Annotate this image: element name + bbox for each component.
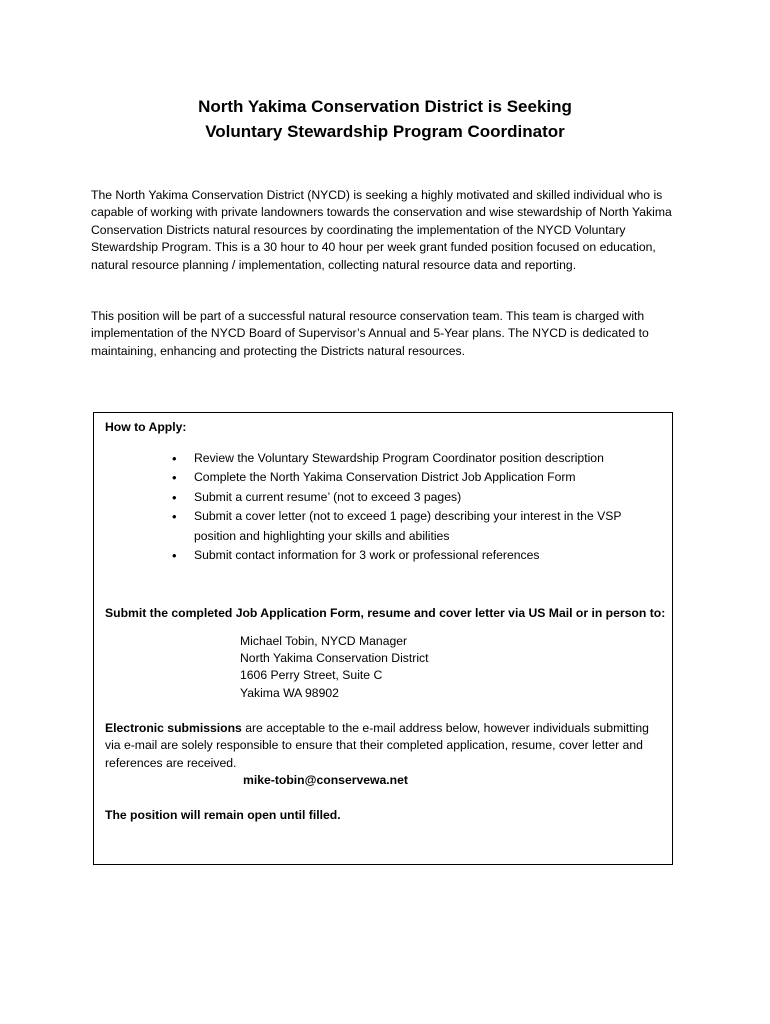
how-to-apply-heading: How to Apply: [105,420,187,434]
electronic-submissions-paragraph [105,720,665,772]
how-to-apply-box [93,412,673,865]
electronic-submissions-text: are acceptable to the e-mail address below, however individuals submitting via e-mail are solely responsible to ensure that their completed application, resume, cover letter and references are received. [105,721,649,770]
page-title [0,94,770,144]
address-organization: North Yakima Conservation District [240,651,429,666]
list-item [94,546,672,565]
list-item [94,468,672,487]
list-item-text: Review the Voluntary Stewardship Program Coordinator position description [194,451,604,465]
electronic-submissions-lead: Electronic submissions [105,721,242,735]
list-item [94,488,672,507]
bullet-icon: • [172,470,177,486]
bullet-icon: • [172,489,177,505]
contact-email-link[interactable]: mike-tobin@conservewa.net [243,773,408,787]
submit-instructions-heading: Submit the completed Job Application Form, resume and cover letter via US Mail or in person to: [105,606,666,620]
list-item-text: Submit contact information for 3 work or professional references [194,548,540,563]
list-item-text: Complete the North Yakima Conservation District Job Application Form [194,470,576,485]
application-steps-list [94,449,672,565]
title-line-1: North Yakima Conservation District is Seeking [198,97,572,116]
bullet-icon: • [172,509,177,525]
address-name: Michael Tobin, NYCD Manager [240,634,408,648]
bullet-icon: • [172,451,177,466]
bullet-icon: • [172,548,177,564]
address-city: Yakima WA 98902 [240,685,339,700]
list-item [94,507,672,546]
list-item-text: Submit a cover letter (not to exceed 1 page) describing your interest in the VSP position and highlighting your skills and abilities [194,509,622,543]
closing-statement: The position will remain open until filled. [105,808,341,822]
address-street: 1606 Perry Street, Suite C [240,668,383,683]
team-paragraph: This position will be part of a successful natural resource conservation team. This team is charged with implementation of the NYCD Board of Supervisor’s Annual and 5-Year plans. The NYCD is dedicated to maintaining, enhancing and protecting the Districts natural resources. [91,309,649,358]
intro-paragraph: The North Yakima Conservation District (NYCD) is seeking a highly motivated and skilled individual who is capable of working with private landowners towards the conservation and wise stewardship of North Yakima Conservation Districts natural resources by coordinating the implementation of the NYCD Voluntary Stewardship Program. This is a 30 hour to 40 hour per week grant funded position focused on education, natural resource planning / implementation, collecting natural resource data and reporting. [91,188,672,272]
title-line-2: Voluntary Stewardship Program Coordinator [205,122,565,141]
mailing-address [240,633,429,702]
list-item-text: Submit a current resume’ (not to exceed 3 pages) [194,489,462,504]
list-item [94,449,672,468]
